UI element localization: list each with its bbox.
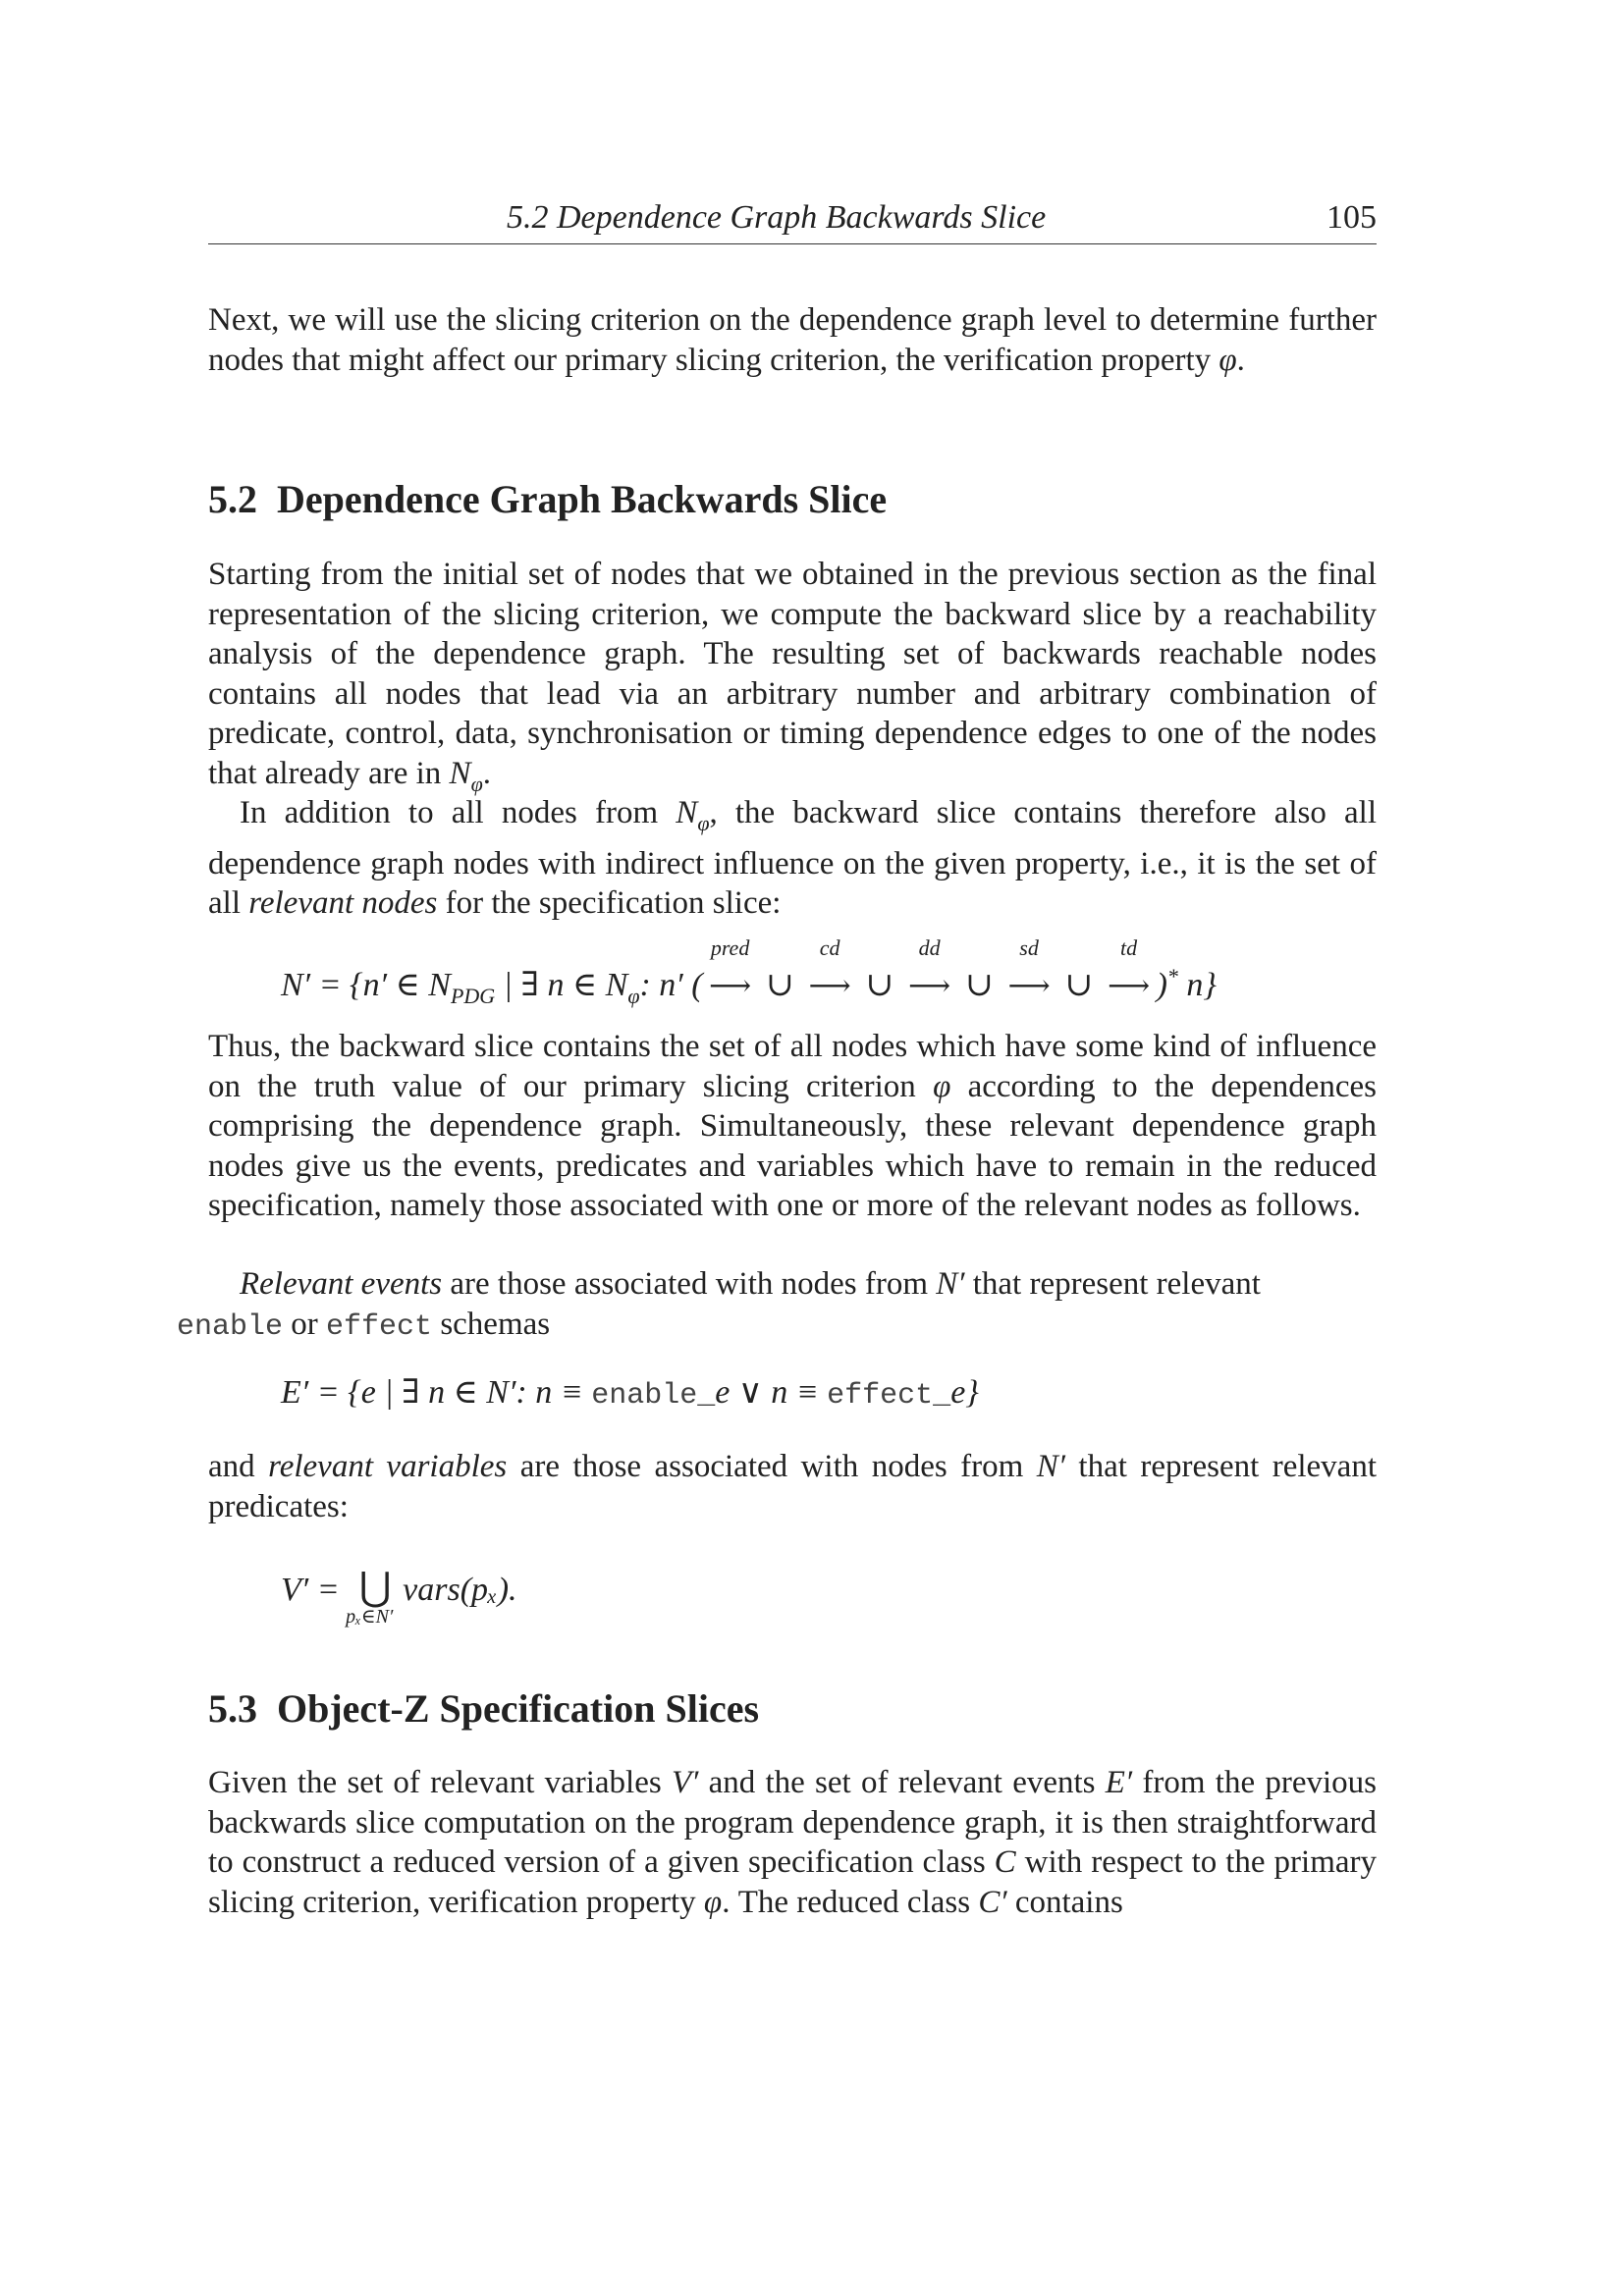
union-symbol: ∪ (766, 967, 794, 1003)
paragraph-text: or (283, 1306, 327, 1342)
intro-paragraph (208, 300, 1377, 380)
arrow-label-td: td (1120, 935, 1138, 960)
arrow-dd (902, 935, 957, 1011)
eq-lhs: V′ = (281, 1572, 349, 1608)
class-symbol: C (994, 1844, 1016, 1880)
code-enable: enable (177, 1309, 284, 1344)
paragraph-text: and (208, 1449, 269, 1484)
running-head (208, 194, 1377, 244)
eq-event-symbol: e (950, 1374, 966, 1411)
big-union (346, 1563, 403, 1628)
paragraph-text-end: . (482, 755, 491, 791)
paragraph-thus (208, 1027, 1377, 1226)
paragraph-text: . The reduced class (722, 1884, 979, 1920)
paragraph-object-z (208, 1763, 1377, 1922)
paragraph-text: with respect to the primary slicing criterion, verification property (208, 1844, 1378, 1920)
big-union-index: pₓ∈N′ (346, 1606, 394, 1628)
paragraph-text: that represent relevant (964, 1266, 1261, 1302)
phi-symbol: φ (933, 1068, 951, 1104)
set-subscript: φ (470, 771, 483, 796)
paragraph-text-end: contains (1006, 1884, 1123, 1920)
big-union-symbol: ⋃ (358, 1565, 392, 1609)
set-subscript: φ (697, 811, 710, 835)
arrow-glyph: ⟶ (1108, 970, 1151, 1002)
section-title: Dependence Graph Backwards Slice (277, 477, 888, 521)
section-number: 5.3 (208, 1686, 257, 1731)
union-symbol: ∪ (1064, 967, 1094, 1003)
eq-end: } (965, 1374, 979, 1411)
set-symbol: N′ (1036, 1449, 1065, 1484)
set-symbol: N (676, 795, 698, 830)
eq-subscript-phi: φ (627, 984, 640, 1008)
running-head-title: 5.2 Dependence Graph Backwards Slice (507, 199, 1047, 236)
paragraph-relevant-variables (208, 1447, 1377, 1526)
intro-text-end: . (1236, 342, 1245, 378)
arrow-label-dd: dd (918, 935, 941, 960)
class-symbol-reduced: C′ (978, 1884, 1007, 1920)
eq-subscript-pdg: PDG (450, 984, 496, 1008)
paragraph-text: , the backward slice contains therefore also all dependence graph nodes with indirect influence on the given property, i.e., it is the set of all (208, 795, 1377, 921)
set-symbol-v: V′ (671, 1765, 699, 1800)
paragraph-backward-slice (208, 555, 1377, 804)
paragraph-text: Starting from the initial set of nodes that we obtained in the previous section as the final representation of the slicing criterion, we compute the backward slice by a reachability analysis of the dependence graph. The resulting set of backwards reachable nodes contains all nodes that lead via an arbitrary number and arbitrary combination of predicate, control, data, synchronisation or timing dependence edges to one of the nodes that already are in (208, 557, 1377, 791)
section-heading-5-3 (208, 1684, 759, 1734)
section-title: Object-Z Specification Slices (277, 1686, 760, 1731)
equation-relevant-events (281, 1368, 979, 1420)
code-enable: enable_ (591, 1379, 716, 1413)
paragraph-text: In addition to all nodes from (240, 795, 677, 830)
set-symbol: N′ (936, 1266, 965, 1302)
code-effect: effect (326, 1309, 433, 1344)
eq-close-paren: ) (1156, 967, 1167, 1003)
phi-symbol: φ (1218, 342, 1237, 378)
paragraph-text-end: schemas (432, 1306, 551, 1342)
eq-lhs: E′ = {e | ∃ n ∈ N′: n ≡ (281, 1374, 592, 1411)
arrow-glyph: ⟶ (709, 970, 752, 1002)
eq-end: n} (1177, 967, 1218, 1003)
eq-mid: ∨ n ≡ (730, 1374, 828, 1411)
arrow-glyph: ⟶ (808, 970, 851, 1002)
paragraph-text: Given the set of relevant variables (208, 1765, 672, 1800)
paragraph-text: and the set of relevant events (698, 1765, 1106, 1800)
union-symbol: ∪ (965, 967, 994, 1003)
equation-relevant-variables (281, 1563, 517, 1628)
eq-event-symbol: e (715, 1374, 731, 1411)
arrow-glyph: ⟶ (1007, 970, 1051, 1002)
emphasis-relevant-nodes: relevant nodes (248, 885, 438, 921)
set-symbol-e: E′ (1105, 1765, 1133, 1800)
arrow-label-pred: pred (710, 935, 750, 960)
paragraph-text-end: according to the dependences comprising the dependence graph. Simultaneously, these relevant dependence graph nodes give us the events, predicates and variables which have to remain in the reduced specification, namely those associated with one or more of the relevant nodes as follows. (208, 1068, 1377, 1223)
set-symbol: N (449, 755, 471, 791)
paragraph-relevant-nodes (208, 793, 1377, 924)
paragraph-text: Thus, the backward slice contains the set of all nodes which have some kind of influence on the truth value of our primary slicing criterion (208, 1029, 1377, 1104)
arrow-cd (802, 935, 857, 1011)
paragraph-text: from the previous backwards slice computation on the program dependence graph, it is then straightforward to construct a reduced version of a given specification class (208, 1765, 1378, 1880)
eq-open: : n′ ( (639, 967, 703, 1003)
code-effect: effect_ (827, 1379, 951, 1413)
eq-mid: | ∃ n ∈ N (495, 967, 628, 1003)
emphasis-relevant-events: Relevant events (240, 1266, 443, 1302)
section-heading-5-2 (208, 475, 887, 524)
union-symbol: ∪ (865, 967, 894, 1003)
emphasis-relevant-variables: relevant variables (268, 1449, 508, 1484)
section-number: 5.2 (208, 477, 257, 521)
arrow-td (1102, 935, 1157, 1011)
phi-symbol: φ (703, 1884, 723, 1920)
eq-rhs: vars(pₓ). (403, 1572, 517, 1608)
eq-lhs: N′ = {n′ ∈ N (281, 967, 451, 1003)
arrow-pred (703, 935, 758, 1011)
arrow-label-sd: sd (1019, 935, 1039, 960)
intro-text: Next, we will use the slicing criterion on the dependence graph level to determine further nodes that might affect our primary slicing criterion, the verification property (208, 302, 1377, 378)
paragraph-text-end: for the specification slice: (437, 885, 782, 921)
arrow-glyph: ⟶ (908, 970, 951, 1002)
arrow-sd (1001, 935, 1056, 1011)
paragraph-relevant-events (177, 1264, 1377, 1347)
kleene-star: * (1166, 964, 1178, 988)
paragraph-text: are those associated with nodes from (507, 1449, 1037, 1484)
equation-relevant-nodes (281, 935, 1218, 1021)
page-number: 105 (1326, 199, 1377, 236)
arrow-label-cd: cd (819, 935, 840, 960)
paragraph-text-end: that represent relevant predicates: (208, 1449, 1377, 1524)
paragraph-text: are those associated with nodes from (442, 1266, 937, 1302)
